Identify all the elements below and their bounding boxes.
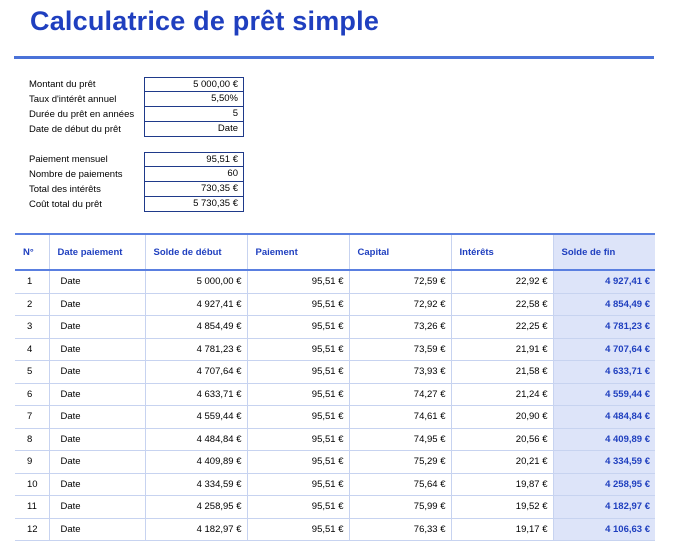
cell-payment-date: Date (49, 293, 145, 316)
cell-interest: 19,52 € (451, 496, 553, 519)
cell-end-balance: 4 484,84 € (553, 406, 655, 429)
cell-payment-number: 1 (15, 270, 49, 293)
interest-rate-field[interactable]: 5,50% (144, 92, 244, 107)
cell-payment-date: Date (49, 473, 145, 496)
cell-start-balance: 4 258,95 € (145, 496, 247, 519)
header-start-balance: Solde de début (145, 234, 247, 270)
cell-payment-date: Date (49, 270, 145, 293)
cell-payment-date: Date (49, 518, 145, 541)
table-row (15, 518, 655, 541)
cell-start-balance: 4 334,59 € (145, 473, 247, 496)
cell-payment-number: 2 (15, 293, 49, 316)
cell-payment-amount: 95,51 € (247, 496, 349, 519)
cell-start-balance: 4 182,97 € (145, 518, 247, 541)
header-principal: Capital (349, 234, 451, 270)
table-row (15, 293, 655, 316)
table-row (15, 338, 655, 361)
cell-payment-number: 8 (15, 428, 49, 451)
total-interest-value: 730,35 € (144, 182, 244, 197)
cell-payment-amount: 95,51 € (247, 518, 349, 541)
header-interest: Intérêts (451, 234, 553, 270)
cell-principal: 75,29 € (349, 451, 451, 474)
table-row (15, 428, 655, 451)
header-number: N° (15, 234, 49, 270)
cell-payment-number: 5 (15, 361, 49, 384)
cell-interest: 21,58 € (451, 361, 553, 384)
cell-payment-amount: 95,51 € (247, 361, 349, 384)
cell-payment-amount: 95,51 € (247, 428, 349, 451)
cell-interest: 22,58 € (451, 293, 553, 316)
cell-payment-number: 12 (15, 518, 49, 541)
loan-amount-field[interactable]: 5 000,00 € (144, 77, 244, 92)
cell-start-balance: 4 409,89 € (145, 451, 247, 474)
cell-payment-amount: 95,51 € (247, 293, 349, 316)
header-payment-date: Date paiement (49, 234, 145, 270)
cell-payment-number: 11 (15, 496, 49, 519)
cell-end-balance: 4 927,41 € (553, 270, 655, 293)
cell-payment-amount: 95,51 € (247, 473, 349, 496)
cell-principal: 73,59 € (349, 338, 451, 361)
cell-payment-number: 6 (15, 383, 49, 406)
cell-principal: 74,95 € (349, 428, 451, 451)
cell-payment-number: 7 (15, 406, 49, 429)
cell-start-balance: 4 927,41 € (145, 293, 247, 316)
cell-payment-date: Date (49, 316, 145, 339)
loan-amount-label: Montant du prêt (29, 79, 96, 90)
start-date-label: Date de début du prêt (29, 124, 121, 135)
cell-payment-date: Date (49, 383, 145, 406)
cell-end-balance: 4 334,59 € (553, 451, 655, 474)
cell-end-balance: 4 854,49 € (553, 293, 655, 316)
table-row (15, 451, 655, 474)
cell-payment-date: Date (49, 451, 145, 474)
cell-principal: 74,27 € (349, 383, 451, 406)
payment-count-label: Nombre de paiements (29, 169, 123, 180)
cell-start-balance: 4 484,84 € (145, 428, 247, 451)
table-row (15, 383, 655, 406)
cell-payment-amount: 95,51 € (247, 338, 349, 361)
page-title: Calculatrice de prêt simple (30, 6, 380, 36)
cell-principal: 75,99 € (349, 496, 451, 519)
cell-principal: 76,33 € (349, 518, 451, 541)
cell-start-balance: 5 000,00 € (145, 270, 247, 293)
cell-start-balance: 4 854,49 € (145, 316, 247, 339)
table-body (15, 270, 655, 541)
cell-principal: 72,59 € (349, 270, 451, 293)
total-cost-label: Coût total du prêt (29, 199, 102, 210)
cell-start-balance: 4 707,64 € (145, 361, 247, 384)
cell-start-balance: 4 559,44 € (145, 406, 247, 429)
cell-payment-amount: 95,51 € (247, 270, 349, 293)
cell-start-balance: 4 633,71 € (145, 383, 247, 406)
monthly-payment-value: 95,51 € (144, 152, 244, 167)
cell-end-balance: 4 409,89 € (553, 428, 655, 451)
table-row (15, 270, 655, 293)
title-underline (14, 56, 654, 59)
cell-interest: 19,17 € (451, 518, 553, 541)
cell-payment-amount: 95,51 € (247, 451, 349, 474)
cell-start-balance: 4 781,23 € (145, 338, 247, 361)
header-end-balance: Solde de fin (553, 234, 655, 270)
cell-principal: 74,61 € (349, 406, 451, 429)
cell-interest: 21,24 € (451, 383, 553, 406)
cell-principal: 73,93 € (349, 361, 451, 384)
cell-interest: 20,21 € (451, 451, 553, 474)
cell-end-balance: 4 633,71 € (553, 361, 655, 384)
cell-principal: 75,64 € (349, 473, 451, 496)
table-header-row (15, 234, 655, 270)
cell-end-balance: 4 182,97 € (553, 496, 655, 519)
amortization-table (15, 233, 655, 541)
start-date-field[interactable]: Date (144, 122, 244, 137)
cell-end-balance: 4 559,44 € (553, 383, 655, 406)
payment-count-value: 60 (144, 167, 244, 182)
cell-payment-amount: 95,51 € (247, 316, 349, 339)
table-row (15, 316, 655, 339)
total-interest-label: Total des intérêts (29, 184, 101, 195)
cell-end-balance: 4 258,95 € (553, 473, 655, 496)
table-row (15, 473, 655, 496)
monthly-payment-label: Paiement mensuel (29, 154, 108, 165)
cell-payment-date: Date (49, 428, 145, 451)
cell-payment-date: Date (49, 496, 145, 519)
interest-rate-label: Taux d'intérêt annuel (29, 94, 117, 105)
table-row (15, 406, 655, 429)
cell-payment-date: Date (49, 361, 145, 384)
cell-interest: 19,87 € (451, 473, 553, 496)
cell-interest: 21,91 € (451, 338, 553, 361)
cell-payment-amount: 95,51 € (247, 406, 349, 429)
cell-interest: 22,25 € (451, 316, 553, 339)
header-payment: Paiement (247, 234, 349, 270)
cell-interest: 22,92 € (451, 270, 553, 293)
loan-years-field[interactable]: 5 (144, 107, 244, 122)
table-row (15, 496, 655, 519)
cell-payment-date: Date (49, 338, 145, 361)
cell-interest: 20,56 € (451, 428, 553, 451)
total-cost-value: 5 730,35 € (144, 197, 244, 212)
cell-end-balance: 4 781,23 € (553, 316, 655, 339)
cell-principal: 73,26 € (349, 316, 451, 339)
cell-end-balance: 4 707,64 € (553, 338, 655, 361)
cell-payment-number: 3 (15, 316, 49, 339)
cell-interest: 20,90 € (451, 406, 553, 429)
loan-years-label: Durée du prêt en années (29, 109, 135, 120)
cell-payment-amount: 95,51 € (247, 383, 349, 406)
table-row (15, 361, 655, 384)
cell-principal: 72,92 € (349, 293, 451, 316)
cell-payment-number: 10 (15, 473, 49, 496)
cell-payment-number: 4 (15, 338, 49, 361)
cell-payment-number: 9 (15, 451, 49, 474)
cell-end-balance: 4 106,63 € (553, 518, 655, 541)
cell-payment-date: Date (49, 406, 145, 429)
